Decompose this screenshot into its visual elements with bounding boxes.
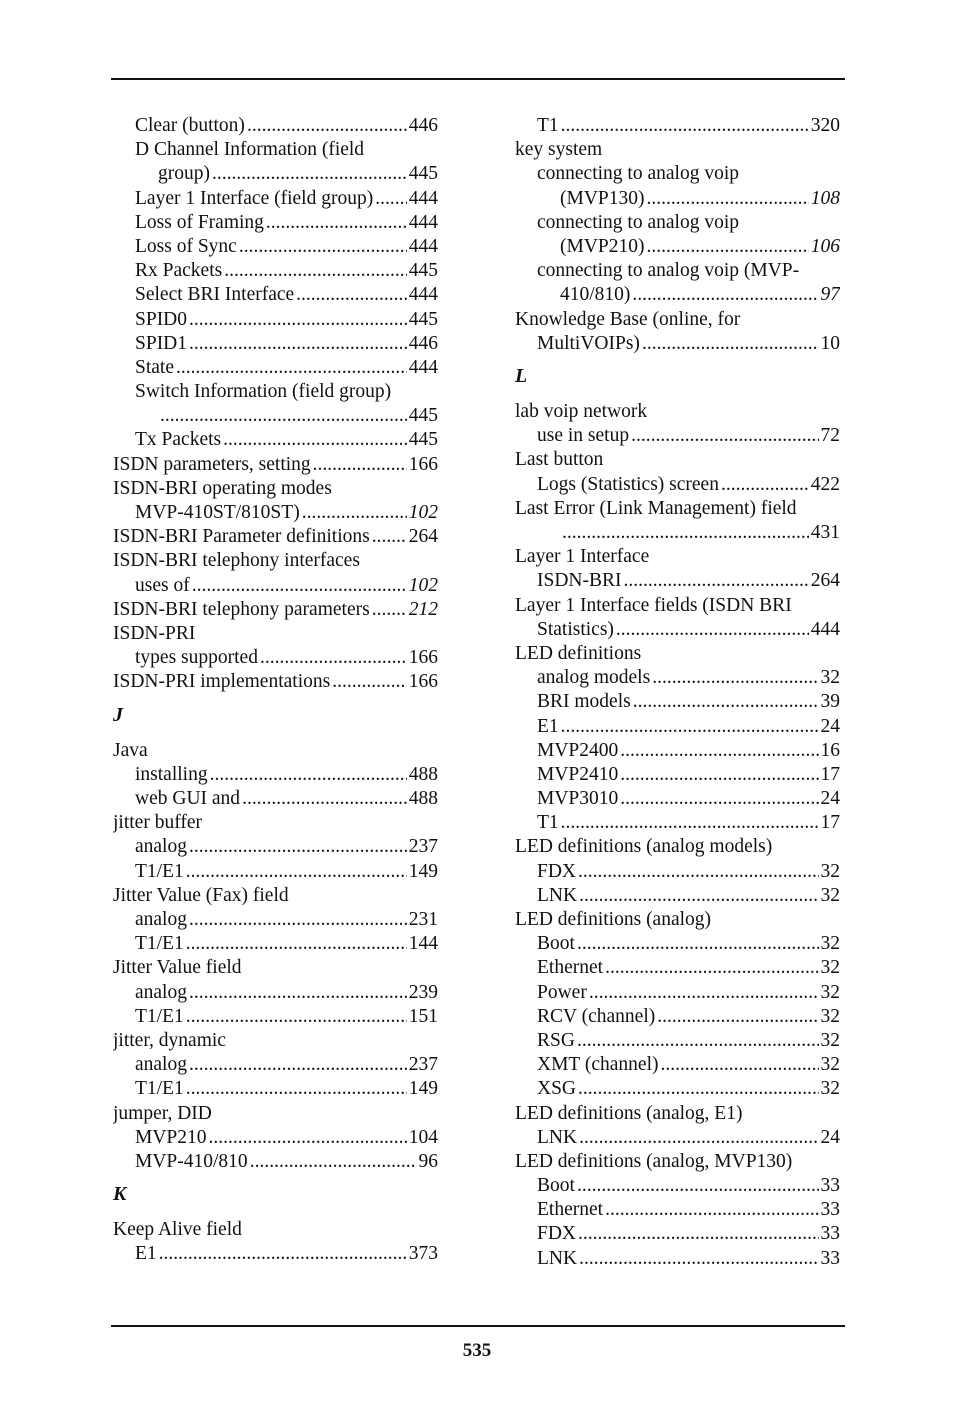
index-term: lab voip network [515,401,648,423]
index-entry-term: ISDN-BRI Parameter definitions [113,526,370,548]
index-term: Switch Information (field group) [135,381,392,403]
dot-leader [579,1126,818,1150]
index-entry [113,1150,438,1174]
index-page-ref: 444 [810,618,840,640]
index-term: Last Error (Link Management) field [515,497,797,519]
dot-leader [260,646,407,670]
index-page-ref: 320 [810,115,840,136]
index-page-ref: 32 [820,884,840,906]
footer-rule [111,1325,845,1327]
dot-leader [578,860,818,884]
dot-leader [266,211,407,235]
index-entry-term: analog [135,909,187,930]
index-entry-term: BRI models [537,691,631,713]
index-entry-term: (MVP210) [560,235,645,257]
index-entry [515,1005,840,1029]
index-page-ref: 24 [820,1126,840,1148]
index-entry [515,1222,840,1246]
index-term: LED definitions (analog, MVP130) [515,1150,793,1172]
index-entry-term: Select BRI Interface [135,284,295,306]
dot-leader [332,670,407,694]
dot-leader [652,666,818,690]
dot-leader [247,114,407,138]
index-term: Java [113,739,148,761]
index-entry [515,187,840,211]
index-entry-term: SPID0 [135,308,188,330]
index-term: jumper, DID [113,1102,212,1124]
index-column-left [113,114,438,1267]
index-entry [113,162,438,186]
index-term: Last button [515,449,604,471]
index-entry [113,525,438,549]
index-term: key system [515,139,603,161]
index-page-ref: 149 [408,860,438,882]
index-page-ref: 444 [408,235,438,257]
index-page-ref: 97 [820,284,840,306]
index-entry-term: LNK [537,1247,578,1269]
index-entry-term: MVP3010 [537,788,619,810]
index-term: D Channel Information (field [135,139,365,161]
index-entry [113,908,438,932]
index-letter-heading: K [113,1183,127,1206]
dot-leader [313,453,407,477]
index-entry-term: analog models [537,667,651,689]
index-entry-term: LNK [537,884,578,906]
dot-leader [620,739,818,763]
index-entry [113,501,438,525]
index-entry-term: FDX [537,860,577,882]
index-entry [113,1242,438,1266]
index-term: Layer 1 Interface [515,546,650,568]
index-entry [515,981,840,1005]
dot-leader [578,1222,818,1246]
index-entry [515,956,840,980]
index-entry [113,308,438,332]
index-letter-heading: L [515,364,528,387]
index-term: Jitter Value (Fax) field [113,884,289,906]
index-term: LED definitions (analog, E1) [515,1102,743,1124]
index-entry-term: Layer 1 Interface (field group) [135,187,374,209]
index-entry [113,283,438,307]
index-entry-term: SPID1 [135,332,188,354]
page-number: 535 [462,1340,492,1361]
index-page-ref: 32 [820,1005,840,1027]
index-entry [515,932,840,956]
index-entry [515,1029,840,1053]
index-page-ref: 144 [408,933,438,955]
index-entry [113,763,438,787]
index-page-ref: 32 [820,981,840,1003]
index-page-ref: 39 [820,691,840,713]
dot-leader [620,763,818,787]
dot-leader [578,1077,818,1101]
index-entry [515,1126,840,1150]
index-entry-term: types supported [135,647,258,669]
index-page-ref: 32 [820,933,840,955]
index-entry-term: E1 [537,715,559,737]
dot-leader [189,835,407,859]
index-page-ref: 166 [408,647,438,669]
dot-leader [577,932,819,956]
index-entry [113,235,438,259]
index-page-ref: 24 [820,788,840,810]
index-entry-term: Tx Packets [135,429,222,451]
index-entry [113,332,438,356]
index-page-ref: 33 [820,1175,840,1197]
index-entry [515,473,840,497]
index-page-ref: 373 [408,1243,438,1265]
index-page-ref: 32 [820,860,840,882]
index-entry [515,884,840,908]
index-entry-term: Power [537,981,587,1003]
index-entry-term: analog [135,836,187,858]
index-term: ISDN-PRI [113,622,196,644]
index-page-ref: 106 [810,235,840,257]
index-entry [113,670,438,694]
index-entry [113,428,438,452]
index-entry-term: T1/E1 [135,1005,184,1027]
index-page-ref: 231 [408,909,438,930]
dot-leader [616,618,809,642]
index-entry-term: LNK [537,1126,578,1148]
index-page-ref: 239 [408,981,438,1003]
index-page-ref: 488 [408,788,438,810]
index-entry-term: installing [135,763,208,785]
index-entry [515,666,840,690]
index-entry-term: ISDN-BRI [537,570,622,592]
dot-leader [647,235,809,259]
index-entry-term: Boot [537,933,575,955]
header-rule [111,78,845,80]
index-term: Knowledge Base (online, for [515,308,741,330]
index-entry-term: uses of [135,574,190,596]
dot-leader [561,715,819,739]
index-entry-term: T1/E1 [135,1078,184,1100]
index-entry-term: Boot [537,1175,575,1197]
index-entry-term: Clear (button) [135,115,245,136]
index-term: ISDN-BRI operating modes [113,477,332,499]
index-page-ref: 151 [408,1005,438,1027]
index-entry [515,521,840,545]
index-entry-term: analog [135,981,187,1003]
index-page-ref: 32 [820,1078,840,1100]
index-page-ref: 33 [820,1199,840,1221]
index-entry-term: analog [135,1054,187,1076]
index-page-ref: 444 [408,187,438,209]
index-entry-term: T1/E1 [135,860,184,882]
index-entry [113,860,438,884]
index-entry-term: Logs (Statistics) screen [537,473,719,495]
index-entry [515,424,840,448]
index-entry-term: T1 [537,115,559,136]
dot-leader [589,981,819,1005]
index-page-ref: 264 [408,526,438,548]
index-entry [113,356,438,380]
index-page-ref: 17 [820,763,840,785]
index-page-ref: 212 [408,598,438,620]
index-entry [113,646,438,670]
dot-leader [633,690,819,714]
index-page-ref: 422 [810,473,840,495]
dot-leader [186,1005,407,1029]
dot-leader [209,1126,407,1150]
dot-leader [192,574,407,598]
index-entry-term: MultiVOIPs) [537,332,640,354]
index-term: connecting to analog voip (MVP- [537,260,800,282]
index-entry [515,1077,840,1101]
index-entry-term: Rx Packets [135,260,223,282]
index-entry-term: Loss of Sync [135,235,237,257]
dot-leader [302,501,407,525]
index-entry [113,187,438,211]
index-entry-term: 410/810) [560,284,631,306]
index-page-ref: 10 [820,332,840,354]
dot-leader [372,598,407,622]
index-page-ref: 33 [820,1223,840,1245]
dot-leader [577,1174,819,1198]
dot-leader [189,332,407,356]
index-column-right [515,114,840,1271]
index-term: ISDN-BRI telephony interfaces [113,550,360,572]
index-page-ref: 33 [820,1247,840,1269]
index-entry [113,787,438,811]
index-entry [113,835,438,859]
dot-leader [189,981,407,1005]
index-page-ref: 149 [408,1078,438,1100]
index-entry [113,114,438,138]
dot-leader [562,521,809,545]
index-page-ref: 446 [408,332,438,354]
index-page-ref: 96 [418,1150,438,1172]
dot-leader [721,473,809,497]
dot-leader [242,787,407,811]
index-entry [515,787,840,811]
index-page-ref: 32 [820,667,840,689]
index-entry-term: group) [158,163,210,185]
index-entry [515,1174,840,1198]
index-entry-term: Loss of Framing [135,211,264,233]
index-entry [113,1053,438,1077]
index-page-ref: 32 [820,1029,840,1051]
dot-leader [657,1005,818,1029]
index-entry-term: State [135,356,174,378]
dot-leader [223,428,407,452]
index-page-ref: 237 [408,836,438,858]
index-entry [113,574,438,598]
index-term: LED definitions (analog models) [515,836,773,858]
index-entry-term: MVP210 [135,1126,207,1148]
dot-leader [605,1198,818,1222]
index-entry [515,811,840,835]
index-entry-term: ISDN parameters, setting [113,453,311,475]
dot-leader [647,187,809,211]
dot-leader [660,1053,818,1077]
dot-leader [577,1029,819,1053]
index-entry-term: MVP2410 [537,763,619,785]
index-entry [515,283,840,307]
index-entry-term: E1 [135,1243,157,1265]
dot-leader [189,908,407,932]
index-page-ref: 237 [408,1054,438,1076]
dot-leader [189,308,407,332]
index-entry [113,1005,438,1029]
index-page-ref: 72 [820,425,840,447]
index-entry-term: T1 [537,812,559,834]
index-entry [113,1126,438,1150]
dot-leader [632,283,818,307]
index-entry-term: ISDN-PRI implementations [113,671,331,693]
dot-leader [239,235,407,259]
index-page-ref: 32 [820,957,840,979]
index-page-ref: 446 [408,115,438,136]
dot-leader [186,860,407,884]
index-page-ref: 444 [408,356,438,378]
dot-leader [176,356,407,380]
index-term: LED definitions [515,642,642,664]
index-term: Jitter Value field [113,957,242,979]
index-entry-term: FDX [537,1223,577,1245]
index-entry [113,1077,438,1101]
index-entry [515,114,840,138]
dot-leader [372,525,407,549]
index-term: Layer 1 Interface fields (ISDN BRI [515,594,792,616]
index-entry [515,618,840,642]
index-entry-term: Statistics) [537,618,614,640]
index-entry-term: T1/E1 [135,933,184,955]
index-entry [113,211,438,235]
index-entry-term: use in setup [537,425,630,447]
index-entry [113,453,438,477]
index-entry-term: RCV (channel) [537,1005,656,1027]
index-entry [515,860,840,884]
index-entry [515,715,840,739]
dot-leader [642,332,819,356]
index-entry-term: MVP-410/810 [135,1150,248,1172]
index-page-ref: 166 [408,671,438,693]
dot-leader [620,787,818,811]
index-entry-term: (MVP130) [560,187,645,209]
index-entry [113,981,438,1005]
index-page-ref: 166 [408,453,438,475]
index-term: Keep Alive field [113,1219,242,1241]
index-page-ref: 264 [810,570,840,592]
dot-leader [296,283,407,307]
index-page-ref: 444 [408,284,438,306]
index-page-ref: 445 [408,163,438,185]
index-term: connecting to analog voip [537,211,739,233]
index-page-ref: 108 [810,187,840,209]
index-entry [515,739,840,763]
index-entry [113,404,438,428]
dot-leader [631,424,818,448]
dot-leader [210,763,407,787]
index-entry-term: Ethernet [537,1199,604,1221]
index-entry [515,235,840,259]
index-entry [515,763,840,787]
index-entry-term: MVP2400 [537,739,619,761]
dot-leader [189,1053,407,1077]
index-entry-term: RSG [537,1029,575,1051]
index-entry [515,569,840,593]
index-term: jitter buffer [113,812,202,834]
dot-leader [186,932,407,956]
index-letter-heading: J [113,703,123,726]
index-page-ref: 16 [820,739,840,761]
index-page-ref: 24 [820,715,840,737]
index-page-ref: 102 [408,574,438,596]
dot-leader [375,187,407,211]
index-entry [515,1247,840,1271]
index-page-ref: 488 [408,763,438,785]
index-term: jitter, dynamic [113,1029,226,1051]
index-entry [113,932,438,956]
index-entry [515,690,840,714]
index-entry-term: Ethernet [537,957,604,979]
index-page-ref: 445 [408,308,438,330]
index-entry [515,332,840,356]
dot-leader [561,811,819,835]
index-page-ref: 445 [408,260,438,282]
index-term: LED definitions (analog) [515,909,712,930]
dot-leader [579,1247,818,1271]
index-page-ref: 444 [408,211,438,233]
index-term: connecting to analog voip [537,163,739,185]
dot-leader [186,1077,407,1101]
index-entry-term: MVP-410ST/810ST) [135,502,300,523]
index-page-ref: 431 [810,522,840,543]
dot-leader [159,1242,407,1266]
index-entry [113,598,438,622]
dot-leader [561,114,809,138]
index-entry [113,259,438,283]
index-page-ref: 104 [408,1126,438,1148]
index-entry-term: XSG [537,1078,577,1100]
dot-leader [605,956,818,980]
dot-leader [212,162,407,186]
index-page-ref: 17 [820,812,840,834]
dot-leader [250,1150,417,1174]
index-entry-term: ISDN-BRI telephony parameters [113,598,370,620]
index-entry-term: web GUI and [135,788,241,810]
index-page-ref: 445 [408,429,438,451]
index-entry [515,1053,840,1077]
dot-leader [160,404,407,428]
index-page-ref: 445 [408,405,438,427]
index-page-ref: 102 [408,502,438,523]
dot-leader [579,884,818,908]
dot-leader [624,569,809,593]
index-page-ref: 32 [820,1054,840,1076]
dot-leader [224,259,407,283]
index-entry [515,1198,840,1222]
index-entry-term: XMT (channel) [537,1054,659,1076]
